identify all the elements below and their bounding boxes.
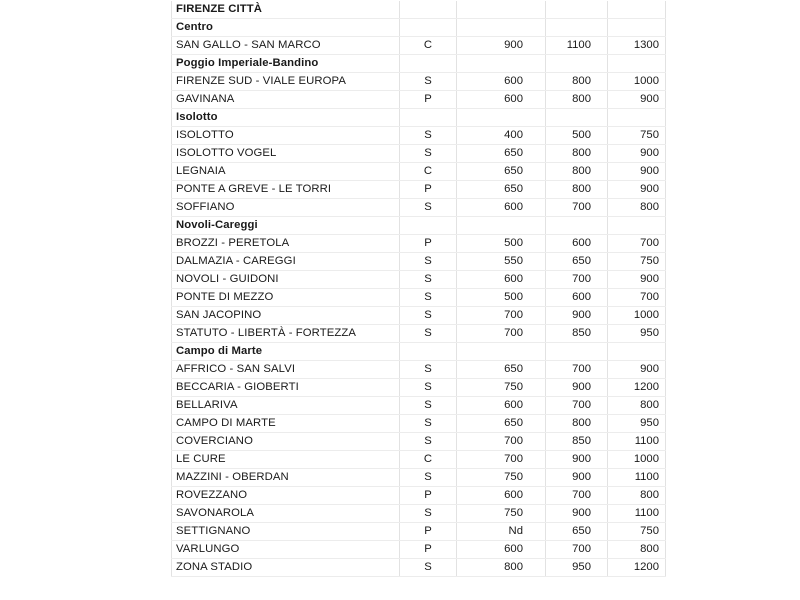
zone-name: SOFFIANO <box>172 199 400 217</box>
price-max: 700 <box>608 235 666 253</box>
table-title: FIRENZE CITTÀ <box>172 1 400 19</box>
zone-name: ROVEZZANO <box>172 487 400 505</box>
price-mid: 700 <box>546 397 608 415</box>
table-row <box>172 523 666 541</box>
price-max: 800 <box>608 199 666 217</box>
zone-name: BROZZI - PERETOLA <box>172 235 400 253</box>
empty-cell <box>457 109 546 127</box>
table-row <box>172 541 666 559</box>
empty-cell <box>546 1 608 19</box>
zone-name: FIRENZE SUD - VIALE EUROPA <box>172 73 400 91</box>
price-max: 900 <box>608 361 666 379</box>
price-table <box>171 1 666 577</box>
table-row <box>172 433 666 451</box>
section-name: Campo di Marte <box>172 343 400 361</box>
table-row <box>172 145 666 163</box>
price-max: 750 <box>608 127 666 145</box>
zone-type: S <box>400 145 457 163</box>
zone-type: S <box>400 469 457 487</box>
empty-cell <box>608 109 666 127</box>
zone-type: S <box>400 415 457 433</box>
price-mid: 900 <box>546 469 608 487</box>
zone-type: C <box>400 37 457 55</box>
price-min: 750 <box>457 505 546 523</box>
zone-type: S <box>400 199 457 217</box>
zone-type: P <box>400 181 457 199</box>
price-mid: 600 <box>546 235 608 253</box>
table-row <box>172 487 666 505</box>
section-header-row <box>172 55 666 73</box>
price-min: 750 <box>457 379 546 397</box>
price-mid: 900 <box>546 307 608 325</box>
price-min: 600 <box>457 271 546 289</box>
price-max: 900 <box>608 145 666 163</box>
price-mid: 700 <box>546 541 608 559</box>
price-min: 600 <box>457 541 546 559</box>
spreadsheet <box>171 1 666 577</box>
zone-type: C <box>400 163 457 181</box>
price-min: 550 <box>457 253 546 271</box>
table-row <box>172 469 666 487</box>
price-mid: 900 <box>546 451 608 469</box>
table-row <box>172 379 666 397</box>
price-max: 750 <box>608 253 666 271</box>
price-mid: 700 <box>546 361 608 379</box>
zone-type: C <box>400 451 457 469</box>
empty-cell <box>400 343 457 361</box>
price-min: Nd <box>457 523 546 541</box>
price-min: 650 <box>457 361 546 379</box>
table-row <box>172 307 666 325</box>
empty-cell <box>400 109 457 127</box>
table-row <box>172 415 666 433</box>
section-name: Isolotto <box>172 109 400 127</box>
price-mid: 650 <box>546 523 608 541</box>
price-max: 700 <box>608 289 666 307</box>
empty-cell <box>546 109 608 127</box>
table-row <box>172 397 666 415</box>
empty-cell <box>400 217 457 235</box>
zone-type: S <box>400 253 457 271</box>
price-min: 400 <box>457 127 546 145</box>
price-min: 650 <box>457 181 546 199</box>
empty-cell <box>546 19 608 37</box>
price-mid: 800 <box>546 415 608 433</box>
section-name: Novoli-Careggi <box>172 217 400 235</box>
table-row <box>172 289 666 307</box>
zone-name: STATUTO - LIBERTÀ - FORTEZZA <box>172 325 400 343</box>
price-mid: 700 <box>546 271 608 289</box>
table-row <box>172 181 666 199</box>
price-min: 650 <box>457 145 546 163</box>
price-max: 1100 <box>608 433 666 451</box>
zone-name: CAMPO DI MARTE <box>172 415 400 433</box>
zone-name: PONTE DI MEZZO <box>172 289 400 307</box>
zone-name: SETTIGNANO <box>172 523 400 541</box>
zone-type: P <box>400 541 457 559</box>
zone-name: BECCARIA - GIOBERTI <box>172 379 400 397</box>
price-max: 1100 <box>608 505 666 523</box>
table-row <box>172 73 666 91</box>
empty-cell <box>457 1 546 19</box>
zone-type: S <box>400 559 457 577</box>
empty-cell <box>400 19 457 37</box>
price-max: 800 <box>608 541 666 559</box>
empty-cell <box>608 217 666 235</box>
zone-name: MAZZINI - OBERDAN <box>172 469 400 487</box>
zone-name: SAN JACOPINO <box>172 307 400 325</box>
table-row <box>172 163 666 181</box>
section-name: Poggio Imperiale-Bandino <box>172 55 400 73</box>
price-min: 500 <box>457 235 546 253</box>
table-row <box>172 91 666 109</box>
price-max: 900 <box>608 163 666 181</box>
zone-type: S <box>400 397 457 415</box>
zone-type: S <box>400 271 457 289</box>
price-max: 1100 <box>608 469 666 487</box>
empty-cell <box>457 343 546 361</box>
price-min: 600 <box>457 397 546 415</box>
price-max: 900 <box>608 181 666 199</box>
table-row <box>172 559 666 577</box>
table-row <box>172 199 666 217</box>
section-header-row <box>172 109 666 127</box>
zone-type: P <box>400 487 457 505</box>
zone-name: ISOLOTTO <box>172 127 400 145</box>
section-header-row <box>172 19 666 37</box>
price-mid: 800 <box>546 91 608 109</box>
price-min: 750 <box>457 469 546 487</box>
price-max: 1000 <box>608 451 666 469</box>
price-min: 700 <box>457 307 546 325</box>
empty-cell <box>546 55 608 73</box>
title-row <box>172 1 666 19</box>
zone-type: S <box>400 361 457 379</box>
table-row <box>172 505 666 523</box>
price-max: 1200 <box>608 379 666 397</box>
price-mid: 800 <box>546 73 608 91</box>
section-header-row <box>172 217 666 235</box>
price-min: 650 <box>457 415 546 433</box>
price-max: 1000 <box>608 73 666 91</box>
zone-name: GAVINANA <box>172 91 400 109</box>
zone-type: S <box>400 307 457 325</box>
price-min: 700 <box>457 433 546 451</box>
zone-name: AFFRICO - SAN SALVI <box>172 361 400 379</box>
price-mid: 950 <box>546 559 608 577</box>
section-name: Centro <box>172 19 400 37</box>
price-min: 600 <box>457 91 546 109</box>
empty-cell <box>457 19 546 37</box>
zone-type: S <box>400 505 457 523</box>
zone-name: VARLUNGO <box>172 541 400 559</box>
price-min: 700 <box>457 451 546 469</box>
price-max: 800 <box>608 397 666 415</box>
empty-cell <box>608 55 666 73</box>
price-mid: 1100 <box>546 37 608 55</box>
price-max: 800 <box>608 487 666 505</box>
price-max: 1000 <box>608 307 666 325</box>
zone-name: SAN GALLO - SAN MARCO <box>172 37 400 55</box>
empty-cell <box>608 343 666 361</box>
price-mid: 600 <box>546 289 608 307</box>
price-mid: 650 <box>546 253 608 271</box>
price-max: 1200 <box>608 559 666 577</box>
empty-cell <box>457 55 546 73</box>
empty-cell <box>400 55 457 73</box>
zone-type: S <box>400 73 457 91</box>
table-row <box>172 235 666 253</box>
zone-type: P <box>400 523 457 541</box>
empty-cell <box>608 19 666 37</box>
section-header-row <box>172 343 666 361</box>
table-row <box>172 253 666 271</box>
price-mid: 900 <box>546 505 608 523</box>
table-row <box>172 127 666 145</box>
zone-type: S <box>400 379 457 397</box>
price-mid: 800 <box>546 163 608 181</box>
zone-name: DALMAZIA - CAREGGI <box>172 253 400 271</box>
empty-cell <box>608 1 666 19</box>
table-row <box>172 361 666 379</box>
zone-type: S <box>400 127 457 145</box>
price-mid: 900 <box>546 379 608 397</box>
price-max: 950 <box>608 325 666 343</box>
price-min: 700 <box>457 325 546 343</box>
price-min: 900 <box>457 37 546 55</box>
zone-name: COVERCIANO <box>172 433 400 451</box>
price-min: 500 <box>457 289 546 307</box>
zone-name: SAVONAROLA <box>172 505 400 523</box>
empty-cell <box>457 217 546 235</box>
price-min: 600 <box>457 199 546 217</box>
zone-type: S <box>400 433 457 451</box>
price-max: 900 <box>608 91 666 109</box>
table-row <box>172 37 666 55</box>
zone-name: BELLARIVA <box>172 397 400 415</box>
empty-cell <box>546 343 608 361</box>
price-max: 1300 <box>608 37 666 55</box>
price-max: 750 <box>608 523 666 541</box>
price-min: 800 <box>457 559 546 577</box>
price-mid: 700 <box>546 487 608 505</box>
zone-type: S <box>400 325 457 343</box>
zone-name: LE CURE <box>172 451 400 469</box>
table-row <box>172 325 666 343</box>
price-min: 650 <box>457 163 546 181</box>
empty-cell <box>546 217 608 235</box>
zone-name: PONTE A GREVE - LE TORRI <box>172 181 400 199</box>
zone-name: ISOLOTTO VOGEL <box>172 145 400 163</box>
price-mid: 800 <box>546 181 608 199</box>
price-mid: 700 <box>546 199 608 217</box>
zone-type: S <box>400 289 457 307</box>
price-mid: 500 <box>546 127 608 145</box>
zone-name: NOVOLI - GUIDONI <box>172 271 400 289</box>
price-max: 900 <box>608 271 666 289</box>
price-min: 600 <box>457 73 546 91</box>
zone-type: P <box>400 235 457 253</box>
price-max: 950 <box>608 415 666 433</box>
zone-name: ZONA STADIO <box>172 559 400 577</box>
price-mid: 850 <box>546 433 608 451</box>
price-mid: 850 <box>546 325 608 343</box>
zone-type: P <box>400 91 457 109</box>
table-row <box>172 451 666 469</box>
empty-cell <box>400 1 457 19</box>
zone-name: LEGNAIA <box>172 163 400 181</box>
table-row <box>172 271 666 289</box>
price-mid: 800 <box>546 145 608 163</box>
price-min: 600 <box>457 487 546 505</box>
